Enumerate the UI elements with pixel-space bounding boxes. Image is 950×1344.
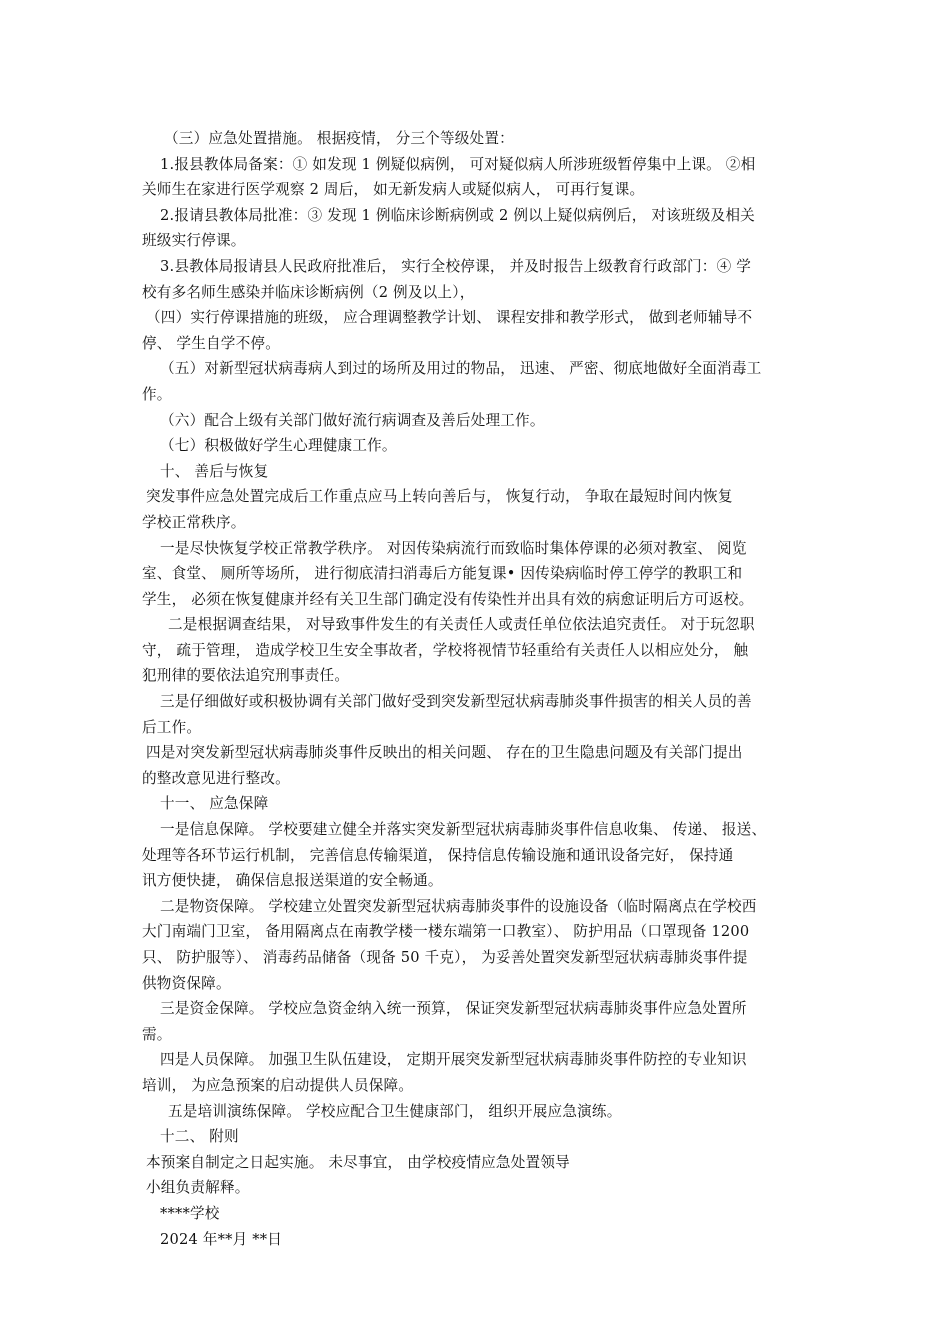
text-line: 五是培训演练保障。 学校应配合卫生健康部门， 组织开展应急演练。 bbox=[168, 1102, 622, 1120]
text-line: 处理等各环节运行机制， 完善信息传输渠道， 保持信息传输设施和通讯设备完好， 保持通 bbox=[142, 846, 734, 864]
text-line: 班级实行停课。 bbox=[142, 232, 246, 250]
text-line: 培训， 为应急预案的启动提供人员保障。 bbox=[142, 1076, 414, 1094]
text-line: 小组负责解释。 bbox=[146, 1179, 250, 1197]
text-line: 室、食堂、 厕所等场所， 进行彻底清扫消毒后方能复课• 因传染病临时停工停学的教职工和 bbox=[142, 565, 743, 583]
text-line: 一是尽快恢复学校正常教学秩序。 对因传染病流行而致临时集体停课的必须对教室、 阅览 bbox=[160, 539, 747, 557]
text-line: 后工作。 bbox=[142, 718, 202, 736]
text-line: （六）配合上级有关部门做好流行病调查及善后处理工作。 bbox=[160, 411, 545, 429]
text-line: ****学校 bbox=[160, 1204, 220, 1222]
text-line: 学生， 必须在恢复健康并经有关卫生部门确定没有传染性并出具有效的病愈证明后方可返校。 bbox=[142, 590, 754, 608]
text-line: 需。 bbox=[142, 1025, 172, 1043]
text-line: （五）对新型冠状病毒病人到过的场所及用过的物品， 迅速、 严密、彻底地做好全面消毒工 bbox=[160, 360, 762, 378]
text-line: 3.县教体局报请县人民政府批准后， 实行全校停课， 并及时报告上级教育行政部门：④ 学 bbox=[160, 257, 752, 275]
text-line: 学校正常秩序。 bbox=[142, 513, 246, 531]
text-line: 校有多名师生感染并临床诊断病例（2 例及以上）， bbox=[142, 283, 475, 301]
text-line: 大门南端门卫室， 备用隔离点在南教学楼一楼东端第一口教室）、 防护用品（口罩现备 1200 bbox=[142, 923, 750, 941]
text-line: 关师生在家进行医学观察 2 周后， 如无新发病人或疑似病人， 可再行复课。 bbox=[142, 181, 645, 199]
text-line: 一是信息保障。 学校要建立健全并落实突发新型冠状病毒肺炎事件信息收集、 传递、 报送、 bbox=[160, 821, 767, 839]
text-line: 的整改意见进行整改。 bbox=[142, 769, 290, 787]
text-line: 四是人员保障。 加强卫生队伍建设， 定期开展突发新型冠状病毒肺炎事件防控的专业知识 bbox=[160, 1051, 747, 1069]
text-line: 只、 防护服等）、 消毒药品储备（现备 50 千克）， 为妥善处置突发新型冠状病毒肺炎事件提 bbox=[142, 949, 748, 966]
text-line: 二是物资保障。 学校建立处置突发新型冠状病毒肺炎事件的设施设备（临时隔离点在学校西 bbox=[160, 897, 757, 915]
text-line: 停、 学生自学不停。 bbox=[142, 334, 280, 352]
text-line: 2.报请县教体局批准：③ 发现 1 例临床诊断病例或 2 例以上疑似病例后， 对该班级及相关 bbox=[160, 206, 755, 224]
text-line: 守， 疏于管理， 造成学校卫生安全事故者，学校将视情节轻重给有关责任人以相应处分， 触 bbox=[142, 641, 749, 659]
text-line: 2024 年**月 **日 bbox=[160, 1230, 282, 1248]
text-line: 突发事件应急处置完成后工作重点应马上转向善后与， 恢复行动， 争取在最短时间内恢复 bbox=[146, 488, 733, 506]
text-line: （七）积极做好学生心理健康工作。 bbox=[160, 437, 397, 455]
text-line: 犯刑律的要依法追究刑事责任。 bbox=[142, 667, 350, 685]
text-line: 作。 bbox=[142, 385, 172, 403]
text-line: 十一、 应急保障 bbox=[160, 795, 269, 813]
text-line: 三是资金保障。 学校应急资金纳入统一预算， 保证突发新型冠状病毒肺炎事件应急处置所 bbox=[160, 1000, 747, 1018]
text-line: 十二、 附则 bbox=[160, 1128, 239, 1146]
text-line: 本预案自制定之日起实施。 未尽事宜， 由学校疫情应急处置领导 bbox=[146, 1153, 570, 1171]
text-line: （三）应急处置措施。 根据疫情， 分三个等级处置： bbox=[164, 130, 514, 147]
text-line: 三是仔细做好或积极协调有关部门做好受到突发新型冠状病毒肺炎事件损害的相关人员的善 bbox=[160, 693, 752, 711]
text-line: 1.报县教体局备案：① 如发现 1 例疑似病例， 可对疑似病人所涉班级暂停集中上课。 ②相 bbox=[160, 155, 756, 173]
document-body bbox=[142, 126, 818, 1252]
text-line: （四）实行停课措施的班级， 应合理调整教学计划、 课程安排和教学形式， 做到老师辅导不 bbox=[146, 309, 753, 327]
text-line: 十、 善后与恢复 bbox=[160, 462, 269, 480]
text-line: 四是对突发新型冠状病毒肺炎事件反映出的相关问题、 存在的卫生隐患问题及有关部门提出 bbox=[146, 744, 743, 762]
text-line: 供物资保障。 bbox=[142, 974, 231, 992]
text-line: 讯方便快捷， 确保信息报送渠道的安全畅通。 bbox=[142, 872, 443, 890]
text-line: 二是根据调查结果， 对导致事件发生的有关责任人或责任单位依法追究责任。 对于玩忽职 bbox=[168, 616, 755, 634]
